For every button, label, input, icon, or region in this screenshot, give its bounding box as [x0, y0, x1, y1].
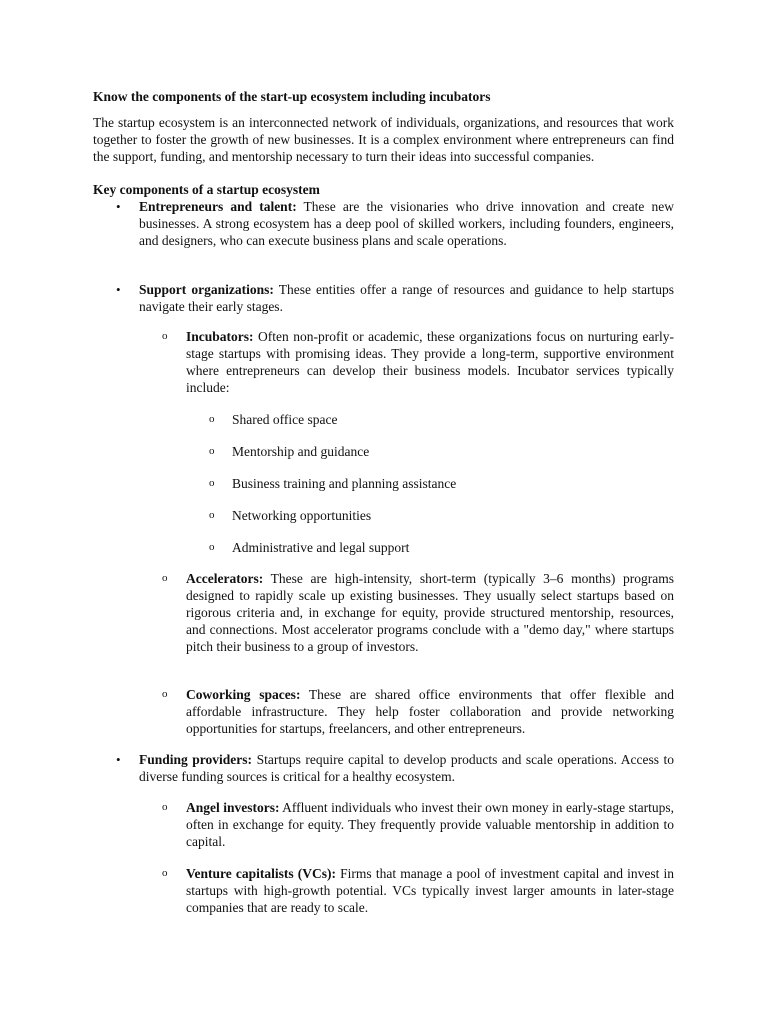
- list-item-vc: [186, 865, 674, 916]
- service-item: Administrative and legal support: [232, 540, 410, 555]
- list-item-entrepreneurs: [139, 198, 674, 249]
- text-coworking: These are shared office environments that offer flexible and affordable infrastructure. They help foster collaboration and provide networking opportunities for startups, freelancers, and other entrepreneurs.: [186, 687, 674, 736]
- list-item-angel: [186, 799, 674, 850]
- sub-bullet-marker: o: [209, 413, 215, 425]
- sub-bullet-marker: o: [209, 445, 215, 457]
- list-item-support: [139, 281, 674, 315]
- intro-paragraph: The startup ecosystem is an interconnected network of individuals, organizations, and resources that work together to foster the growth of new businesses. It is a complex environment where entrepreneurs can find the support, funding, and mentorship necessary to turn their ideas into successful companies.: [93, 115, 674, 164]
- service-item: Business training and planning assistance: [232, 476, 457, 491]
- term-angel: Angel investors:: [186, 800, 280, 815]
- bullet-marker: •: [116, 282, 121, 297]
- text-angel: Affluent individuals who invest their own money in early-stage startups, often in exchange for equity. They frequently provide valuable mentorship in addition to capital.: [186, 800, 674, 849]
- bullet-marker: •: [116, 199, 121, 214]
- sub-bullet-marker: o: [162, 801, 168, 813]
- bullet-marker: •: [116, 752, 121, 767]
- sub-bullet-marker: o: [209, 541, 215, 553]
- sub-bullet-marker: o: [162, 330, 168, 342]
- text-entrepreneurs: These are the visionaries who drive innovation and create new businesses. A strong ecosystem has a deep pool of skilled workers, including founders, engineers, and designers, who can execute business plans and scale operations.: [139, 199, 674, 248]
- sub-bullet-marker: o: [209, 477, 215, 489]
- service-item: Shared office space: [232, 412, 338, 427]
- section-heading: Key components of a startup ecosystem: [93, 182, 320, 197]
- sub-bullet-marker: o: [162, 688, 168, 700]
- service-item: Networking opportunities: [232, 508, 372, 523]
- document-title: Know the components of the start-up ecosystem including incubators: [93, 89, 491, 104]
- term-entrepreneurs: Entrepreneurs and talent:: [139, 199, 297, 214]
- service-item: Mentorship and guidance: [232, 444, 370, 459]
- sub-bullet-marker: o: [162, 867, 168, 879]
- term-accelerators: Accelerators:: [186, 571, 264, 586]
- term-vc: Venture capitalists (VCs):: [186, 866, 337, 881]
- list-item-coworking: [186, 686, 674, 737]
- sub-bullet-marker: o: [209, 509, 215, 521]
- sub-bullet-marker: o: [162, 572, 168, 584]
- term-coworking: Coworking spaces:: [186, 687, 301, 702]
- text-accelerators: These are high-intensity, short-term (typically 3–6 months) programs designed to rapidly scale up existing businesses. They usually select startups based on rigorous criteria and, in exchange for equity, provide structured mentorship, resources, and connections. Most accelerator programs conclude with a "demo day," where startups pitch their business to a group of investors.: [186, 571, 674, 654]
- text-support: These entities offer a range of resources and guidance to help startups navigate their early stages.: [139, 282, 674, 314]
- text-funding: Startups require capital to develop products and scale operations. Access to diverse funding sources is critical for a healthy ecosystem.: [139, 752, 674, 784]
- term-incubators: Incubators:: [186, 329, 254, 344]
- text-vc: Firms that manage a pool of investment capital and invest in startups with high-growth potential. VCs typically invest larger amounts in later-stage companies that are ready to scale.: [186, 866, 674, 915]
- list-item-incubators: [186, 328, 674, 396]
- list-item-funding: [139, 751, 674, 785]
- term-funding: Funding providers:: [139, 752, 253, 767]
- term-support: Support organizations:: [139, 282, 274, 297]
- list-item-accelerators: [186, 570, 674, 655]
- text-incubators: Often non-profit or academic, these organizations focus on nurturing early-stage startups with promising ideas. They provide a long-term, supportive environment where entrepreneurs can develop their business models. Incubator services typically include:: [186, 329, 674, 395]
